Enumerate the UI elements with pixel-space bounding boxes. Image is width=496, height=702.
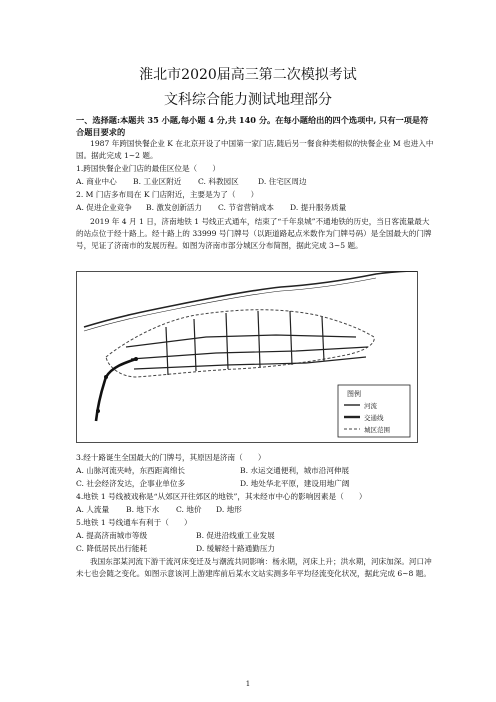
q5-option-b: B. 促进沿线重工业发展 (196, 531, 275, 540)
passage-1: 1987 年跨国快餐企业 K 在北京开设了中国第一家门店,随后另一餐食种类相似的快餐企业 M 也进入中国。据此完成 1~2 题。 (76, 139, 434, 161)
q4-stem: 4.地铁 1 号线被戏称是“从郊区开往郊区的地铁”，其未经市中心的影响因素是（ ） (76, 492, 367, 501)
q1-option-d: D. 住宅区周边 (258, 177, 307, 186)
q2-option-d: D. 提升服务质量 (290, 203, 347, 212)
q5-option-c: C. 降低居民出行能耗 (76, 544, 148, 553)
q1-option-b: B. 工业区附近 (133, 177, 182, 186)
q2-option-a: A. 促进企业竞争 (76, 203, 132, 212)
q3-option-d: D. 地处华北平原，建设用地广阔 (240, 479, 350, 488)
q3-option-b: B. 水运交通便利，城市沿河伸展 (240, 466, 350, 475)
q4-option-c: C. 地价 (176, 505, 202, 514)
section-heading: 一、选择题:本题共 35 小题,每小题 4 分,共 140 分。在每小题给出的四个选项中, 只有一项是符合题目要求的 (76, 115, 429, 137)
q3-stem: 3.经十路诞生全国最大的门牌号，其原因是济南（ ） (76, 453, 266, 462)
q5-stem: 5.地铁 1 号线通车有利于（ ） (76, 518, 192, 527)
page-number: 1 (245, 680, 251, 688)
exam-subtitle: 文科综合能力测试地理部分 (164, 92, 332, 108)
q4-option-d: D. 地形 (216, 505, 242, 514)
passage-2: 2019 年 4 月 1 日，济南地铁 1 号线正式通车，结束了“千年泉城”不通地铁的历史，当日客流量最大的站点位于经十路上。经十路上的 33999 号门牌号（以距道路起点米数作为门牌号码）是全国最大的门牌号，见证了济南市的发展历程。如图为济南市部分城区分布简图，据此完成 3~5 题。 (76, 217, 432, 251)
legend-title: 图例 (347, 390, 361, 398)
legend-river: 河流 (364, 402, 377, 410)
q3-option-a: A. 山脉河流夹峙，东西距离绵长 (76, 466, 186, 475)
legend-road: 交通线 (364, 414, 384, 422)
q2-option-b: B. 激发创新活力 (146, 203, 202, 212)
q2-stem: 2. M 门店多布局在 K 门店附近，主要是为了（ ） (76, 190, 259, 199)
q5-option-d: D. 缓解经十路通勤压力 (196, 544, 275, 553)
exam-title: 淮北市2020届高三第二次模拟考试 (139, 67, 357, 83)
jinan-city-map (76, 271, 418, 443)
q3-option-c: C. 社会经济发达，企事业单位多 (76, 479, 186, 488)
q1-option-c: C. 科教园区 (198, 177, 239, 186)
q4-option-a: A. 人流量 (76, 505, 110, 514)
q4-option-b: B. 地下水 (126, 505, 160, 514)
q1-stem: 1.跨国快餐企业门店的最佳区位是（ ） (76, 164, 220, 173)
q2-option-c: C. 节省营销成本 (218, 203, 274, 212)
q1-option-a: A. 商业中心 (76, 177, 117, 186)
passage-3: 我国东部某河流下游干流河床变迁及与潮流共同影响：杨永期，河床上升；洪水期，河床加深。河口冲未七也会随之变化。如图示意该河上游建库前后某水文站实测多年平均径流变化状况，据此完成 6~8 题。 (76, 557, 432, 579)
q5-option-a: A. 提高济南城市等级 (76, 531, 148, 540)
legend-urban: 城区范围 (364, 426, 390, 434)
